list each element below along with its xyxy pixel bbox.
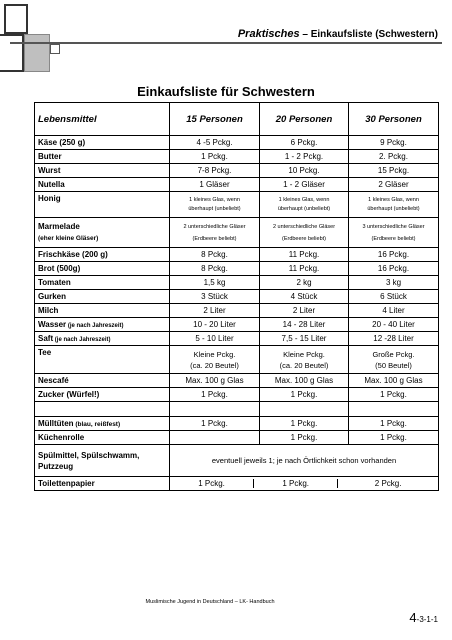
table-spacer-row [35, 402, 439, 417]
item-name: Gurken [35, 290, 170, 304]
qty-line: (ca. 20 Beutel) [190, 360, 239, 370]
qty-20: 1 Pckg. [260, 388, 349, 402]
table-row [35, 431, 439, 445]
table-row [35, 374, 439, 388]
col-header-20: 20 Personen [260, 103, 349, 136]
item-name-text: Wasser [38, 320, 67, 329]
item-name [35, 318, 170, 332]
qty-30: 2. Pckg. [349, 150, 439, 164]
qty-20: 1 Pckg. [260, 417, 349, 431]
table-row [35, 262, 439, 276]
table-row [35, 150, 439, 164]
page-number-sub: -3-1-1 [416, 615, 438, 624]
qty-20: 1 - 2 Gläser [260, 178, 349, 192]
qty-20: 10 Pckg. [260, 164, 349, 178]
qty-line: 1 kleines Glas, wenn [189, 196, 240, 203]
qty-30: 12 -28 Liter [349, 332, 439, 346]
item-name: Honig [35, 192, 170, 218]
qty-30: 16 Pckg. [349, 248, 439, 262]
qty-20: 2 Liter [260, 304, 349, 318]
table-row [35, 276, 439, 290]
qty-30: Max. 100 g Glas [349, 374, 439, 388]
qty-20: 1 - 2 Pckg. [260, 150, 349, 164]
item-name: Toilettenpapier [35, 477, 170, 491]
qty-15: 2 Liter [170, 304, 260, 318]
qty-20: 11 Pckg. [260, 262, 349, 276]
table-row [35, 218, 439, 248]
qty-20: 7,5 - 15 Liter [260, 332, 349, 346]
qty-20: 1 Pckg. [253, 479, 337, 488]
table-row [35, 318, 439, 332]
qty-line: (50 Beutel) [375, 360, 412, 370]
item-name: Nutella [35, 178, 170, 192]
item-name: Butter [35, 150, 170, 164]
qty-20: 4 Stück [260, 290, 349, 304]
col-header-30: 30 Personen [349, 103, 439, 136]
qty-20 [260, 192, 349, 218]
qty-30: 3 kg [349, 276, 439, 290]
item-name: Küchenrolle [35, 431, 170, 445]
table-row [35, 477, 439, 491]
qty-line: Kleine Pckg. [193, 349, 236, 359]
qty-20 [260, 346, 349, 374]
qty-15 [170, 346, 260, 374]
page-number-main: 4 [409, 610, 417, 625]
item-name-line: Spülmittel, Spülschwamm, [38, 450, 140, 460]
qty-20: 11 Pckg. [260, 248, 349, 262]
header-section: Praktisches [237, 28, 300, 40]
qty-line: Kleine Pckg. [283, 349, 325, 359]
qty-15: 1 Pckg. [170, 150, 260, 164]
qty-20 [260, 218, 349, 248]
qty-line: überhaupt (unbeliebt) [188, 205, 241, 212]
qty-line: (Erdbeere beliebt) [281, 235, 327, 242]
qty-15 [170, 218, 260, 248]
item-name: Frischkäse (200 g) [35, 248, 170, 262]
item-note: (je nach Jahreszeit) [53, 337, 111, 343]
qty-15: 1 Gläser [170, 178, 260, 192]
qty-20: 14 - 28 Liter [260, 318, 349, 332]
qty-15: 5 - 10 Liter [170, 332, 260, 346]
qty-15: 8 Pckg. [170, 262, 260, 276]
item-name-line: Putzzeug [38, 461, 74, 471]
item-name: Tomaten [35, 276, 170, 290]
item-note: (blau, reißfest) [73, 421, 121, 428]
qty-line: (Erdbeere beliebt) [192, 235, 237, 242]
col-header-15: 15 Personen [170, 103, 260, 136]
qty-line: 2 unterschiedliche Gläser [272, 223, 336, 230]
page-number [409, 610, 438, 625]
qty-30: 2 Gläser [349, 178, 439, 192]
qty-line: 1 kleines Glas, wenn [368, 196, 419, 203]
table-row [35, 290, 439, 304]
table-row [35, 332, 439, 346]
qty-15: 1 Pckg. [170, 417, 260, 431]
qty-line: überhaupt (unbeliebt) [367, 205, 420, 212]
qty-15 [170, 192, 260, 218]
item-name: Brot (500g) [35, 262, 170, 276]
qty-note: eventuell jeweils 1; je nach Örtlichkeit schon vorhanden [170, 445, 439, 477]
qty-30: 16 Pckg. [349, 262, 439, 276]
qty-20: 2 kg [260, 276, 349, 290]
item-name [35, 417, 170, 431]
header-subtitle: – Einkaufsliste (Schwestern) [299, 29, 438, 40]
item-name [35, 445, 170, 477]
qty-line: (Erdbeere beliebt) [371, 235, 416, 242]
table-row [35, 192, 439, 218]
item-name [35, 218, 170, 248]
qty-line: 3 unterschiedliche Gläser [362, 223, 425, 230]
item-name-text: Mülltüten [38, 419, 74, 428]
qty-15: Max. 100 g Glas [170, 374, 260, 388]
qty-cells [170, 477, 439, 491]
table-row [35, 445, 439, 477]
page-title: Einkaufsliste für Schwestern [137, 84, 315, 99]
footer-text: Muslimische Jugend in Deutschland – LK- Handbuch [145, 599, 275, 605]
table-row [35, 164, 439, 178]
qty-30 [349, 192, 439, 218]
qty-15: 4 -5 Pckg. [170, 136, 260, 150]
qty-30: 1 Pckg. [349, 388, 439, 402]
running-header [238, 28, 438, 40]
table-row [35, 304, 439, 318]
item-name: Käse (250 g) [35, 136, 170, 150]
table-row [35, 178, 439, 192]
qty-15: 1 Pckg. [170, 388, 260, 402]
item-name: Nescafé [35, 374, 170, 388]
item-name: Milch [35, 304, 170, 318]
qty-20: Max. 100 g Glas [260, 374, 349, 388]
header-rule [10, 42, 442, 44]
qty-20: 6 Pckg. [260, 136, 349, 150]
qty-15: 1,5 kg [170, 276, 260, 290]
qty-30: 9 Pckg. [349, 136, 439, 150]
item-name: Wurst [35, 164, 170, 178]
qty-15: 8 Pckg. [170, 248, 260, 262]
qty-15: 1 Pckg. [198, 479, 225, 488]
qty-15 [170, 431, 260, 445]
item-name-line: Marmelade [38, 221, 80, 231]
qty-30: 4 Liter [349, 304, 439, 318]
qty-15: 10 - 20 Liter [170, 318, 260, 332]
qty-line: (ca. 20 Beutel) [279, 360, 329, 370]
qty-line: 1 kleines Glas, wenn [278, 196, 330, 203]
item-name: Tee [35, 346, 170, 374]
table-row [35, 346, 439, 374]
qty-15: 3 Stück [170, 290, 260, 304]
qty-30: 15 Pckg. [349, 164, 439, 178]
table-row [35, 248, 439, 262]
item-note: (je nach Jahreszeit) [66, 323, 124, 329]
table-row [35, 388, 439, 402]
table-row [35, 136, 439, 150]
qty-20: 1 Pckg. [260, 431, 349, 445]
item-name-text: Saft [38, 334, 54, 343]
qty-30: 2 Pckg. [337, 479, 438, 488]
qty-15: 7-8 Pckg. [170, 164, 260, 178]
col-header-item: Lebensmittel [35, 103, 170, 136]
qty-30 [349, 218, 439, 248]
qty-line: überhaupt (unbeliebt) [277, 205, 331, 212]
shopping-list-table [34, 102, 439, 491]
table-header-row [35, 103, 439, 136]
qty-30 [349, 346, 439, 374]
qty-30: 6 Stück [349, 290, 439, 304]
item-name: Zucker (Würfel!) [35, 388, 170, 402]
qty-30: 1 Pckg. [349, 417, 439, 431]
item-note: (eher kleine Gläser) [38, 234, 99, 242]
item-name [35, 332, 170, 346]
qty-line: 2 unterschiedliche Gläser [183, 223, 246, 230]
qty-line: Große Pckg. [372, 349, 415, 359]
table-row [35, 417, 439, 431]
qty-30: 1 Pckg. [349, 431, 439, 445]
qty-30: 20 - 40 Liter [349, 318, 439, 332]
